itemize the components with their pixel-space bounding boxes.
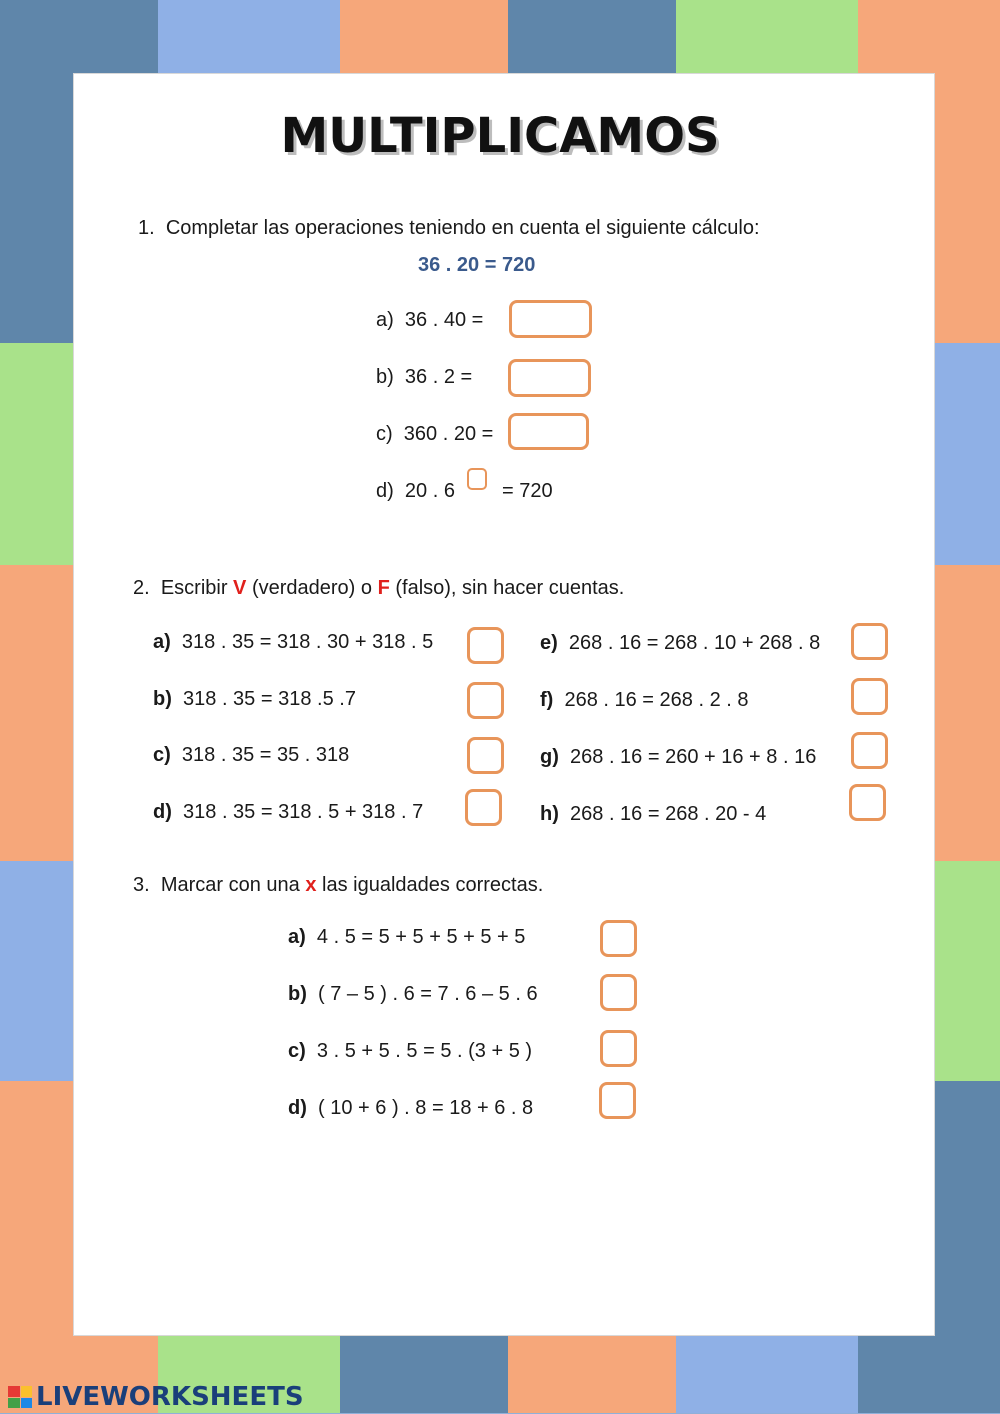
answer-box-1b[interactable]	[508, 359, 591, 397]
section2-text: Escribir	[160, 577, 228, 599]
item-expression: 360 . 20 =	[403, 423, 494, 445]
answer-box-2g[interactable]	[851, 732, 888, 769]
answer-box-2c[interactable]	[467, 737, 504, 774]
section2-item-b	[153, 688, 356, 711]
item-label: b)	[376, 366, 394, 388]
item-expression: 20 . 6	[404, 480, 455, 502]
section1-item-b	[376, 366, 472, 389]
answer-box-3a[interactable]	[600, 920, 637, 957]
section3-text: las igualdades correctas.	[322, 874, 544, 896]
bg-tile	[508, 1336, 676, 1413]
bg-tile	[0, 343, 73, 565]
item-label: d)	[153, 801, 172, 823]
section3-item-c	[288, 1040, 532, 1063]
item-label: c)	[376, 423, 393, 445]
section2-item-h	[540, 803, 766, 826]
section3-item-b	[288, 983, 538, 1006]
answer-box-2h[interactable]	[849, 784, 886, 821]
item-label: h)	[540, 803, 559, 825]
section3-item-d	[288, 1097, 533, 1120]
section1-item-d	[376, 480, 455, 503]
bg-tile	[676, 0, 858, 73]
bg-tile	[158, 0, 340, 73]
bg-tile	[935, 1081, 1000, 1336]
item-expression: 318 . 35 = 318 . 5 + 318 . 7	[183, 801, 424, 823]
answer-box-3b[interactable]	[600, 974, 637, 1011]
item-label: c)	[288, 1040, 306, 1062]
true-marker: V	[233, 577, 247, 599]
answer-box-2d[interactable]	[465, 789, 502, 826]
item-label: f)	[540, 689, 554, 711]
item-label: b)	[153, 688, 172, 710]
item-expression: 36 . 40 =	[404, 309, 484, 331]
section2-item-c	[153, 744, 349, 767]
bg-tile	[858, 0, 1000, 73]
section1-item-a	[376, 309, 483, 332]
section1-number: 1.	[138, 217, 155, 239]
answer-box-3d[interactable]	[599, 1082, 636, 1119]
item-label: g)	[540, 746, 559, 768]
item-expression: 268 . 16 = 260 + 16 + 8 . 16	[570, 746, 817, 768]
section3-number: 3.	[133, 874, 150, 896]
item-label: a)	[288, 926, 306, 948]
item-expression: 318 . 35 = 318 . 30 + 318 . 5	[181, 631, 434, 653]
liveworksheets-logo[interactable]	[8, 1380, 304, 1414]
item-label: a)	[153, 631, 171, 653]
bg-tile	[858, 1336, 1000, 1413]
answer-box-1a[interactable]	[509, 300, 592, 338]
bg-tile	[935, 861, 1000, 1081]
item-expression: 268 . 16 = 268 . 10 + 268 . 8	[568, 632, 821, 654]
item-expression: 318 . 35 = 318 .5 .7	[183, 688, 356, 710]
section2-item-d	[153, 801, 423, 824]
answer-box-3c[interactable]	[600, 1030, 637, 1067]
item-expression: 3 . 5 + 5 . 5 = 5 . (3 + 5 )	[316, 1040, 533, 1062]
section2-instruction	[133, 577, 624, 600]
section1-item-d-result: = 720	[502, 480, 553, 502]
answer-box-1c[interactable]	[508, 413, 589, 450]
section2-text: (falso), sin hacer cuentas.	[395, 577, 625, 599]
bg-tile	[340, 0, 508, 73]
item-label: b)	[288, 983, 307, 1005]
section2-item-g	[540, 746, 816, 769]
section2-item-a	[153, 631, 433, 654]
item-expression: 318 . 35 = 35 . 318	[181, 744, 350, 766]
item-expression: 4 . 5 = 5 + 5 + 5 + 5 + 5	[316, 926, 526, 948]
section3-instruction	[133, 874, 543, 897]
answer-box-2e[interactable]	[851, 623, 888, 660]
section1-item-c	[376, 423, 493, 446]
section3-item-a	[288, 926, 525, 949]
bg-tile	[0, 1081, 73, 1336]
section2-text: (verdadero) o	[251, 577, 373, 599]
section1-instruction	[138, 217, 760, 240]
logo-text: LIVEWORKSHEETS	[36, 1382, 304, 1412]
answer-box-1d[interactable]	[467, 468, 487, 490]
section1-given: 36 . 20 = 720	[418, 254, 536, 276]
bg-tile	[0, 861, 73, 1081]
page-title: MULTIPLICAMOS	[280, 108, 720, 164]
bg-tile	[0, 565, 73, 861]
section1-instruction-text: Completar las operaciones teniendo en cuenta el siguiente cálculo:	[165, 217, 760, 239]
bg-tile	[935, 565, 1000, 861]
bg-tile	[935, 343, 1000, 565]
section3-text: Marcar con una	[160, 874, 300, 896]
section2-item-f	[540, 689, 749, 712]
item-expression: 268 . 16 = 268 . 20 - 4	[570, 803, 767, 825]
item-expression: 36 . 2 =	[404, 366, 473, 388]
bg-tile	[508, 0, 676, 73]
item-expression: 268 . 16 = 268 . 2 . 8	[564, 689, 749, 711]
item-label: c)	[153, 744, 171, 766]
answer-box-2b[interactable]	[467, 682, 504, 719]
bg-tile	[340, 1336, 508, 1413]
item-expression: ( 10 + 6 ) . 8 = 18 + 6 . 8	[318, 1097, 534, 1119]
item-label: a)	[376, 309, 394, 331]
bg-tile	[0, 0, 158, 73]
bg-tile	[676, 1336, 858, 1413]
liveworksheets-logo-icon	[8, 1386, 32, 1408]
item-label: d)	[288, 1097, 307, 1119]
x-marker: x	[305, 874, 317, 896]
false-marker: F	[377, 577, 390, 599]
answer-box-2a[interactable]	[467, 627, 504, 664]
item-label: e)	[540, 632, 558, 654]
item-label: d)	[376, 480, 394, 502]
section2-number: 2.	[133, 577, 150, 599]
answer-box-2f[interactable]	[851, 678, 888, 715]
section2-item-e	[540, 632, 820, 655]
item-expression: ( 7 – 5 ) . 6 = 7 . 6 – 5 . 6	[318, 983, 538, 1005]
